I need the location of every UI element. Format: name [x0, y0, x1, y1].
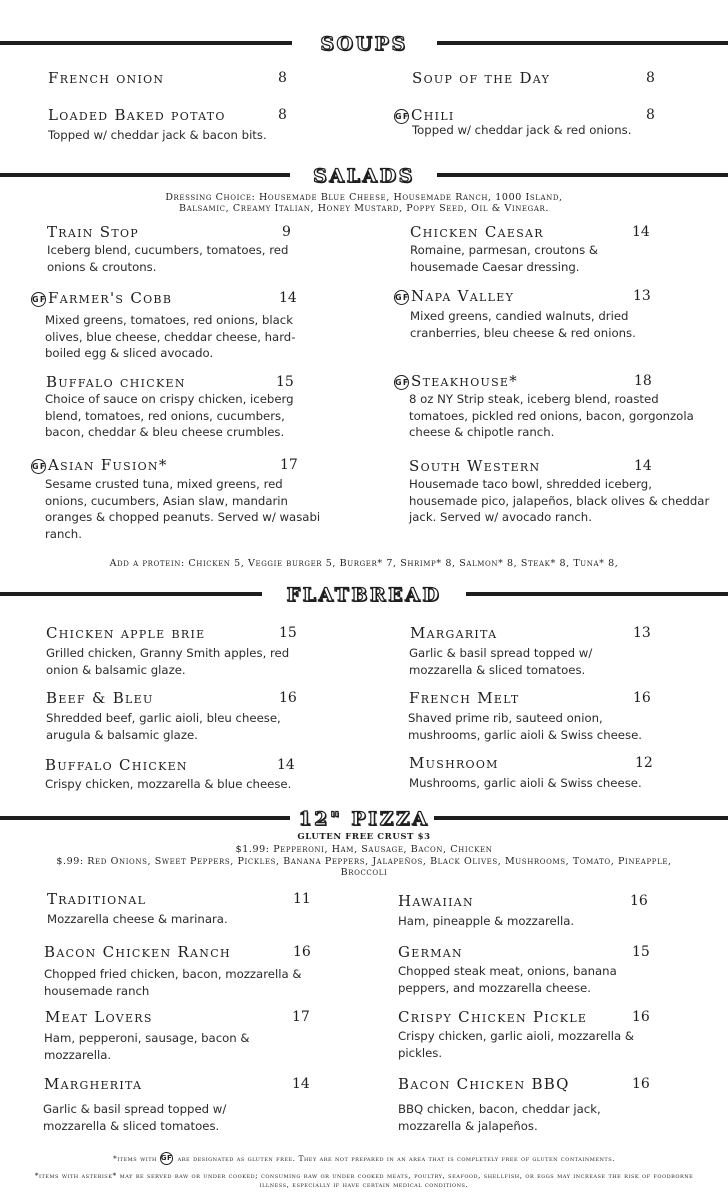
item-price: 15 [276, 374, 294, 390]
item-price: 14 [632, 224, 650, 240]
item-description: Shredded beef, garlic aioli, bleu cheese, arugula & balsamic glaze. [46, 711, 281, 742]
item-description: Garlic & basil spread topped w/ mozzarella & sliced tomatoes. [43, 1102, 227, 1133]
item-name: South Western [409, 457, 541, 475]
item-name: Soup of the Day [412, 69, 551, 87]
item-description: Garlic & basil spread topped w/ mozzarella & sliced tomatoes. [409, 646, 593, 677]
protein-note: Add a protein: Chicken 5, Veggie burger 5, Burger* 7, Shrimp* 8, Salmon* 8, Steak* 8, Tuna* 8, [109, 558, 619, 569]
item-description: Sesame crusted tuna, mixed greens, red onions, cucumbers, Asian slaw, mandarin oranges & chopped peanuts. Served w/ wasabi ranch. [45, 477, 321, 541]
menu-item [410, 624, 710, 680]
menu-item [44, 943, 324, 999]
section-title: FLATBREAD [286, 584, 442, 606]
menu-item [47, 890, 327, 930]
item-price: 9 [282, 224, 291, 240]
gluten-free-icon: GF [394, 109, 409, 124]
item-price: 15 [279, 625, 297, 641]
menu-item [412, 69, 662, 89]
item-name: Beef & Bleu [46, 689, 154, 707]
menu-item [394, 287, 694, 347]
raw-food-footnote: *items with asterisk* may be served raw or under cooked; consuming raw or under cooked meats, poultry, seafood, shellfish, or eggs may increase the risk of foodborne illness, especially if have certain medical conditions. [34, 1171, 694, 1189]
item-description: Shaved prime rib, sauteed onion, mushrooms, garlic aioli & Swiss cheese. [408, 711, 642, 742]
section-title: SOUPS [320, 33, 408, 55]
item-description: Crispy chicken, garlic aioli, mozzarella & pickles. [398, 1029, 634, 1060]
item-name: Margarita [410, 624, 498, 642]
item-name: Chicken Caesar [410, 223, 544, 241]
item-description: Housemade taco bowl, shredded iceberg, housemade pico, jalapeños, black olives & cheddar jack. Served w/ avocado ranch. [409, 477, 710, 524]
gluten-free-icon: GF [394, 290, 409, 305]
item-description: Mixed greens, candied walnuts, dried cranberries, bleu cheese & red onions. [410, 309, 636, 340]
dressing-note: Dressing Choice: Housemade Blue Cheese, Housemade Ranch, 1000 Island, Balsamic, Creamy Italian, Honey Mustard, Poppy Seed, Oil & Vinegar. [165, 192, 563, 214]
item-name-text: Napa Valley [411, 287, 515, 305]
item-price: 14 [292, 1076, 310, 1092]
item-description: Mixed greens, tomatoes, red onions, black olives, blue cheese, cheddar cheese, hard-boiled egg & sliced avocado. [45, 313, 296, 360]
menu-item [46, 624, 346, 680]
item-name: Hawaiian [398, 892, 474, 910]
item-name-text: Asian Fusion* [48, 456, 168, 474]
section-title: 12" PIZZA [298, 808, 430, 830]
item-price: 17 [292, 1009, 310, 1025]
item-description: BBQ chicken, bacon, cheddar jack, mozzarella & jalapeños. [398, 1102, 601, 1133]
menu-item [409, 457, 719, 529]
menu-item [410, 223, 710, 279]
topping-price-note: $.99: Red Onions, Sweet Peppers, Pickles, Banana Peppers, Jalapeños, Black Olives, Mushrooms, Tomato, Pineapple, Broccoli [56, 856, 672, 878]
menu-item [398, 943, 678, 999]
menu-item [31, 456, 331, 546]
menu-item [394, 372, 714, 444]
section-header-pizza [0, 804, 728, 834]
item-description: Chopped fried chicken, bacon, mozzarella & housemade ranch [44, 967, 302, 998]
item-price: 13 [633, 288, 651, 304]
gluten-free-icon: GF [31, 292, 46, 307]
item-description: Mushrooms, garlic aioli & Swiss cheese. [409, 776, 642, 790]
item-name: Buffalo Chicken [45, 756, 188, 774]
item-name [394, 287, 514, 305]
gluten-free-icon: GF [160, 1152, 173, 1165]
item-name: French Melt [409, 689, 520, 707]
menu-item [48, 106, 308, 162]
item-price: 16 [633, 690, 651, 706]
menu-item [409, 689, 719, 745]
item-price: 16 [293, 944, 311, 960]
item-name: Margherita [44, 1075, 143, 1093]
item-description: Ham, pepperoni, sausage, bacon & mozzarella. [44, 1031, 250, 1062]
menu-item [48, 69, 298, 89]
item-price: 12 [635, 755, 653, 771]
item-description: Topped w/ cheddar jack & bacon bits. [48, 128, 267, 142]
item-name: Loaded Baked potato [48, 106, 226, 124]
menu-item [398, 1008, 678, 1064]
item-name: Bacon Chicken BBQ [398, 1075, 570, 1093]
item-name-text: Steakhouse* [411, 372, 519, 390]
item-name: Meat Lovers [45, 1008, 153, 1026]
item-price: 8 [278, 107, 287, 123]
item-price: 18 [634, 373, 652, 389]
menu-item [46, 373, 346, 445]
item-name: Crispy Chicken Pickle [398, 1008, 588, 1026]
item-description: 8 oz NY Strip steak, iceberg blend, roasted tomatoes, pickled red onions, bacon, gorgonzola cheese & chipotle ranch. [409, 392, 694, 439]
menu-item [45, 756, 345, 796]
item-description: Choice of sauce on crispy chicken, iceberg blend, tomatoes, red onions, cucumbers, bacon, cheddar & bleu cheese crumbles. [45, 392, 294, 439]
menu-item [47, 223, 347, 279]
item-name: Buffalo chicken [46, 373, 186, 391]
item-price: 13 [633, 625, 651, 641]
item-name: French onion [48, 69, 165, 87]
footnote-text: are designated as gluten free. They are not prepared in an area that is completely free of gluten containments. [177, 1154, 616, 1163]
item-price: 14 [279, 290, 297, 306]
footnote-text: *items with [112, 1154, 157, 1163]
item-price: 17 [280, 457, 298, 473]
item-name: Traditional [47, 890, 147, 908]
item-description: Topped w/ cheddar jack & red onions. [412, 123, 632, 137]
item-price: 8 [646, 70, 655, 86]
item-description: Chopped steak meat, onions, banana peppers, and mozzarella cheese. [398, 964, 617, 995]
menu-item [31, 289, 331, 361]
menu-item [46, 689, 346, 745]
menu-item [394, 106, 694, 146]
item-price: 14 [277, 757, 295, 773]
item-name: Mushroom [409, 754, 499, 772]
item-name: German [398, 943, 463, 961]
item-name-text: Chili [411, 106, 455, 124]
menu-item [409, 754, 709, 794]
item-name: Chicken apple brie [46, 624, 206, 642]
item-description: Romaine, parmesan, croutons & housemade Caesar dressing. [410, 243, 599, 274]
item-price: 8 [278, 70, 287, 86]
item-price: 16 [632, 1009, 650, 1025]
section-header-salads [0, 161, 728, 191]
item-description: Crispy chicken, mozzarella & blue cheese. [45, 777, 292, 791]
gluten-free-crust-note: GLUTEN FREE CRUST $3 [297, 832, 431, 842]
item-name [394, 372, 518, 390]
gluten-free-icon: GF [394, 375, 409, 390]
gluten-free-icon: GF [31, 459, 46, 474]
section-header-soups [0, 29, 728, 59]
item-price: 16 [632, 1076, 650, 1092]
menu-item [44, 1075, 324, 1131]
item-price: 16 [630, 893, 648, 909]
menu-item [398, 892, 678, 932]
menu-item [398, 1075, 678, 1131]
item-price: 14 [634, 458, 652, 474]
item-name-text: Farmer's Cobb [48, 289, 173, 307]
item-price: 16 [279, 690, 297, 706]
topping-price-note: $1.99: Pepperoni, Ham, Sausage, Bacon, Chicken [235, 844, 493, 855]
item-price: 8 [646, 107, 655, 123]
item-name [31, 289, 172, 307]
gluten-free-footnote [0, 1152, 728, 1165]
item-name: Train Stop [47, 223, 140, 241]
item-description: Mozzarella cheese & marinara. [47, 912, 228, 926]
menu-item [45, 1008, 325, 1064]
item-name [31, 456, 168, 474]
item-description: Grilled chicken, Granny Smith apples, red onion & balsamic glaze. [46, 646, 290, 677]
item-description: Iceberg blend, cucumbers, tomatoes, red onions & croutons. [47, 243, 289, 274]
item-price: 11 [293, 891, 311, 907]
item-description: Ham, pineapple & mozzarella. [398, 914, 575, 928]
item-price: 15 [632, 944, 650, 960]
section-header-flatbread [0, 580, 728, 610]
section-title: SALADS [313, 165, 415, 187]
item-name: Bacon Chicken Ranch [44, 943, 231, 961]
